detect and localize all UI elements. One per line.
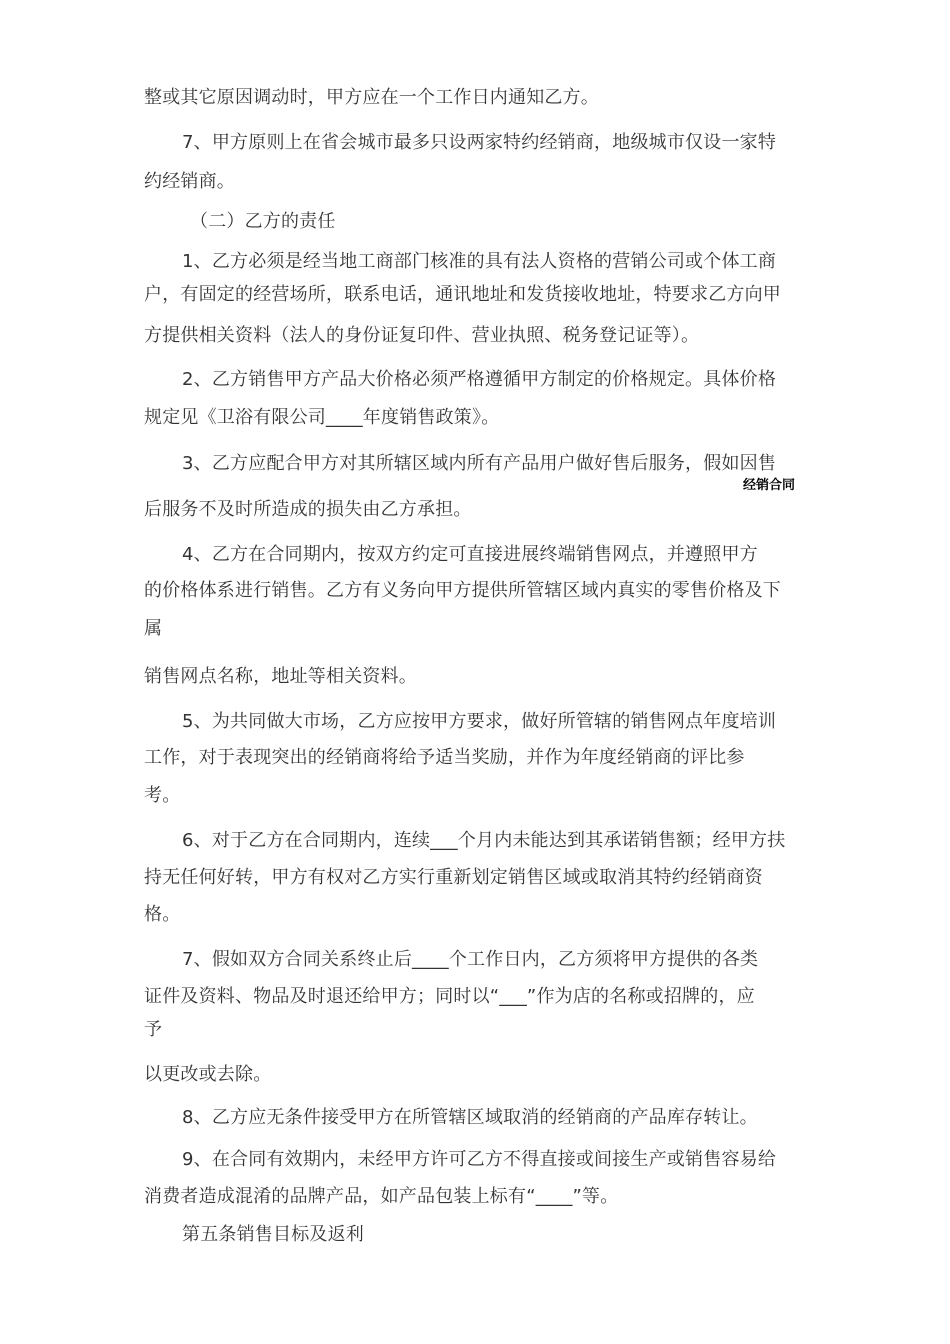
paragraph-line: 6、对于乙方在合同期内，连续___个月内未能达到其承诺销售额；经甲方扶: [182, 830, 786, 851]
paragraph-line: 5、为共同做大市场，乙方应按甲方要求，做好所管辖的销售网点年度培训: [182, 711, 777, 732]
article-heading: 第五条销售目标及返利: [182, 1224, 364, 1245]
paragraph-line: 方提供相关资料（法人的身份证复印件、营业执照、税务登记证等）。: [144, 325, 700, 346]
paragraph-line: 属: [144, 618, 163, 639]
paragraph-line: 持无任何好转，甲方有权对乙方实行重新划定销售区域或取消其特约经销商资: [144, 867, 763, 888]
paragraph-line: 7、甲方原则上在省会城市最多只设两家特约经销商，地级城市仅设一家特: [182, 132, 777, 153]
paragraph-line: 格。: [144, 904, 181, 925]
paragraph-line: 销售网点名称，地址等相关资料。: [144, 666, 417, 687]
paragraph-line: 的价格体系进行销售。乙方有义务向甲方提供所管辖区域内真实的零售价格及下: [144, 580, 781, 601]
paragraph-line: 9、在合同有效期内，未经甲方许可乙方不得直接或间接生产或销售容易给: [182, 1149, 777, 1170]
paragraph-line: 证件及资料、物品及时退还给甲方；同时以“___”作为店的名称或招牌的，应: [144, 986, 755, 1007]
paragraph-line: 约经销商。: [144, 171, 235, 192]
paragraph-line: 整或其它原因调动时，甲方应在一个工作日内通知乙方。: [144, 87, 599, 108]
paragraph-line: 以更改或去除。: [144, 1064, 272, 1085]
paragraph-line: 户，有固定的经营场所，联系电话，通讯地址和发货接收地址，特要求乙方向甲: [144, 284, 781, 305]
section-heading: （二）乙方的责任: [190, 211, 336, 232]
paragraph-line: 考。: [144, 785, 181, 806]
paragraph-line: 1、乙方必须是经当地工商部门核准的具有法人资格的营销公司或个体工商: [182, 251, 777, 272]
paragraph-line: 7、假如双方合同关系终止后____个工作日内，乙方须将甲方提供的各类: [182, 949, 759, 970]
paragraph-line: 2、乙方销售甲方产品大价格必须严格遵循甲方制定的价格规定。具体价格: [182, 369, 777, 390]
paragraph-line: 4、乙方在合同期内，按双方约定可直接进展终端销售网点，并遵照甲方: [182, 544, 758, 565]
paragraph-line: 规定见《卫浴有限公司____年度销售政策》。: [144, 407, 500, 428]
header-mark: 经销合同: [743, 478, 796, 493]
paragraph-line: 予: [144, 1019, 163, 1040]
paragraph-line: 8、乙方应无条件接受甲方在所管辖区域取消的经销商的产品库存转让。: [182, 1107, 758, 1128]
paragraph-line: 工作，对于表现突出的经销商将给予适当奖励，并作为年度经销商的评比参: [144, 747, 745, 768]
paragraph-line: 后服务不及时所造成的损失由乙方承担。: [144, 499, 472, 520]
paragraph-line: 消费者造成混淆的品牌产品，如产品包装上标有“____”等。: [144, 1186, 619, 1207]
paragraph-line: 3、乙方应配合甲方对其所辖区域内所有产品用户做好售后服务，假如因售: [182, 453, 777, 474]
